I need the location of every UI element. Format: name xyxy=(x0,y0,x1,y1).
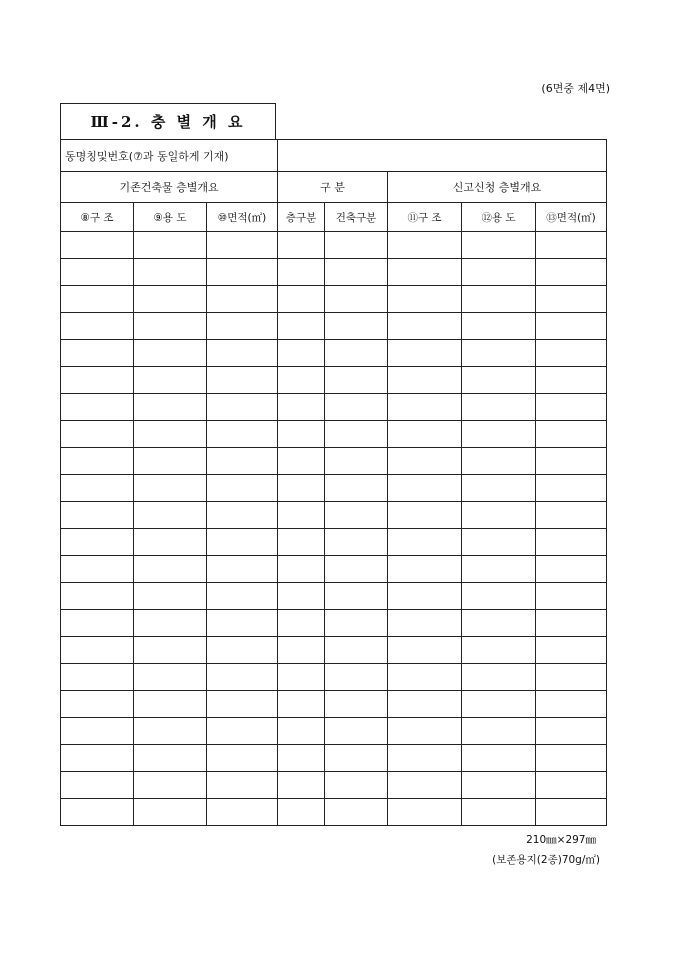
cell-floor-division[interactable] xyxy=(278,421,325,448)
cell-existing-use[interactable] xyxy=(134,664,207,691)
cell-existing-structure[interactable] xyxy=(61,745,134,772)
cell-building-division[interactable] xyxy=(325,664,388,691)
cell-building-division[interactable] xyxy=(325,799,388,826)
cell-declared-area[interactable] xyxy=(536,421,607,448)
cell-existing-area[interactable] xyxy=(207,799,278,826)
cell-declared-structure[interactable] xyxy=(388,637,462,664)
cell-declared-structure[interactable] xyxy=(388,799,462,826)
cell-declared-structure[interactable] xyxy=(388,259,462,286)
cell-existing-use[interactable] xyxy=(134,259,207,286)
cell-existing-area[interactable] xyxy=(207,637,278,664)
cell-existing-use[interactable] xyxy=(134,502,207,529)
cell-declared-structure[interactable] xyxy=(388,313,462,340)
cell-declared-use[interactable] xyxy=(462,745,536,772)
cell-declared-use[interactable] xyxy=(462,475,536,502)
cell-declared-area[interactable] xyxy=(536,691,607,718)
cell-declared-area[interactable] xyxy=(536,367,607,394)
floor-summary-table xyxy=(60,139,607,826)
cell-declared-use[interactable] xyxy=(462,583,536,610)
table-row xyxy=(61,448,607,475)
cell-existing-structure[interactable] xyxy=(61,313,134,340)
cell-declared-use[interactable] xyxy=(462,772,536,799)
cell-floor-division[interactable] xyxy=(278,691,325,718)
cell-existing-structure[interactable] xyxy=(61,556,134,583)
cell-declared-use[interactable] xyxy=(462,799,536,826)
column-header-row xyxy=(61,203,607,232)
table-row xyxy=(61,799,607,826)
cell-building-division[interactable] xyxy=(325,610,388,637)
cell-existing-use[interactable] xyxy=(134,691,207,718)
cell-declared-structure[interactable] xyxy=(388,718,462,745)
cell-existing-structure[interactable] xyxy=(61,637,134,664)
cell-declared-use[interactable] xyxy=(462,448,536,475)
cell-floor-division[interactable] xyxy=(278,232,325,259)
col-declared-structure: ⑪구 조 xyxy=(388,203,462,232)
cell-declared-structure[interactable] xyxy=(388,367,462,394)
cell-existing-structure[interactable] xyxy=(61,583,134,610)
cell-existing-use[interactable] xyxy=(134,556,207,583)
cell-floor-division[interactable] xyxy=(278,340,325,367)
table-row xyxy=(61,340,607,367)
cell-floor-division[interactable] xyxy=(278,502,325,529)
cell-building-division[interactable] xyxy=(325,286,388,313)
cell-building-division[interactable] xyxy=(325,529,388,556)
table-row xyxy=(61,394,607,421)
cell-building-division[interactable] xyxy=(325,313,388,340)
cell-declared-use[interactable] xyxy=(462,664,536,691)
cell-floor-division[interactable] xyxy=(278,394,325,421)
cell-building-division[interactable] xyxy=(325,475,388,502)
cell-existing-area[interactable] xyxy=(207,421,278,448)
cell-existing-structure[interactable] xyxy=(61,799,134,826)
table-row xyxy=(61,475,607,502)
cell-existing-area[interactable] xyxy=(207,664,278,691)
cell-existing-area[interactable] xyxy=(207,610,278,637)
cell-floor-division[interactable] xyxy=(278,259,325,286)
table-row xyxy=(61,664,607,691)
cell-building-division[interactable] xyxy=(325,394,388,421)
table-row xyxy=(61,637,607,664)
col-building-division: 건축구분 xyxy=(325,203,388,232)
cell-existing-structure[interactable] xyxy=(61,529,134,556)
cell-declared-structure[interactable] xyxy=(388,502,462,529)
cell-building-division[interactable] xyxy=(325,691,388,718)
cell-existing-structure[interactable] xyxy=(61,610,134,637)
cell-existing-structure[interactable] xyxy=(61,718,134,745)
cell-declared-area[interactable] xyxy=(536,664,607,691)
cell-declared-use[interactable] xyxy=(462,313,536,340)
cell-declared-area[interactable] xyxy=(536,745,607,772)
declared-building-header: 신고신청 층별개요 xyxy=(388,172,607,203)
cell-declared-area[interactable] xyxy=(536,772,607,799)
cell-declared-area[interactable] xyxy=(536,475,607,502)
cell-existing-structure[interactable] xyxy=(61,259,134,286)
cell-existing-area[interactable] xyxy=(207,475,278,502)
cell-declared-structure[interactable] xyxy=(388,556,462,583)
cell-existing-structure[interactable] xyxy=(61,691,134,718)
cell-building-division[interactable] xyxy=(325,772,388,799)
cell-declared-use[interactable] xyxy=(462,556,536,583)
cell-floor-division[interactable] xyxy=(278,448,325,475)
cell-declared-structure[interactable] xyxy=(388,286,462,313)
title-box xyxy=(60,103,276,139)
cell-existing-area[interactable] xyxy=(207,745,278,772)
cell-existing-area[interactable] xyxy=(207,394,278,421)
cell-existing-area[interactable] xyxy=(207,286,278,313)
cell-existing-use[interactable] xyxy=(134,529,207,556)
cell-declared-area[interactable] xyxy=(536,502,607,529)
cell-declared-structure[interactable] xyxy=(388,232,462,259)
cell-declared-area[interactable] xyxy=(536,286,607,313)
cell-building-division[interactable] xyxy=(325,421,388,448)
cell-building-division[interactable] xyxy=(325,583,388,610)
cell-existing-use[interactable] xyxy=(134,340,207,367)
cell-existing-structure[interactable] xyxy=(61,772,134,799)
cell-declared-use[interactable] xyxy=(462,529,536,556)
cell-declared-area[interactable] xyxy=(536,313,607,340)
cell-existing-area[interactable] xyxy=(207,529,278,556)
table-row xyxy=(61,421,607,448)
cell-existing-structure[interactable] xyxy=(61,421,134,448)
cell-existing-use[interactable] xyxy=(134,232,207,259)
cell-building-division[interactable] xyxy=(325,259,388,286)
cell-declared-area[interactable] xyxy=(536,529,607,556)
cell-existing-use[interactable] xyxy=(134,718,207,745)
table-row xyxy=(61,772,607,799)
cell-existing-area[interactable] xyxy=(207,232,278,259)
cell-existing-structure[interactable] xyxy=(61,340,134,367)
page-indicator: (6면중 제4면) xyxy=(541,82,610,95)
cell-declared-use[interactable] xyxy=(462,259,536,286)
cell-floor-division[interactable] xyxy=(278,583,325,610)
cell-existing-area[interactable] xyxy=(207,367,278,394)
cell-declared-use[interactable] xyxy=(462,718,536,745)
table-row xyxy=(61,232,607,259)
cell-declared-use[interactable] xyxy=(462,502,536,529)
cell-existing-use[interactable] xyxy=(134,394,207,421)
cell-declared-area[interactable] xyxy=(536,799,607,826)
building-name-label: 동명칭및번호(⑦과 동일하게 기재) xyxy=(61,140,278,172)
table-row xyxy=(61,718,607,745)
cell-existing-use[interactable] xyxy=(134,772,207,799)
cell-building-division[interactable] xyxy=(325,502,388,529)
cell-floor-division[interactable] xyxy=(278,610,325,637)
cell-existing-use[interactable] xyxy=(134,799,207,826)
cell-building-division[interactable] xyxy=(325,718,388,745)
table-row xyxy=(61,691,607,718)
cell-existing-structure[interactable] xyxy=(61,367,134,394)
paper-type-note: (보존용지(2종)70g/㎡) xyxy=(492,854,600,866)
cell-building-division[interactable] xyxy=(325,340,388,367)
group-header-row xyxy=(61,172,607,203)
cell-declared-structure[interactable] xyxy=(388,745,462,772)
cell-declared-structure[interactable] xyxy=(388,772,462,799)
cell-declared-area[interactable] xyxy=(536,718,607,745)
table-row xyxy=(61,556,607,583)
cell-existing-use[interactable] xyxy=(134,448,207,475)
cell-existing-area[interactable] xyxy=(207,583,278,610)
cell-declared-use[interactable] xyxy=(462,691,536,718)
cell-declared-use[interactable] xyxy=(462,637,536,664)
col-declared-area: ⑬면적(㎡) xyxy=(536,203,607,232)
cell-declared-structure[interactable] xyxy=(388,583,462,610)
cell-declared-area[interactable] xyxy=(536,556,607,583)
cell-existing-area[interactable] xyxy=(207,502,278,529)
cell-declared-area[interactable] xyxy=(536,232,607,259)
cell-declared-use[interactable] xyxy=(462,610,536,637)
cell-declared-structure[interactable] xyxy=(388,475,462,502)
cell-existing-area[interactable] xyxy=(207,772,278,799)
cell-declared-structure[interactable] xyxy=(388,610,462,637)
cell-existing-use[interactable] xyxy=(134,313,207,340)
cell-declared-area[interactable] xyxy=(536,637,607,664)
cell-floor-division[interactable] xyxy=(278,313,325,340)
cell-floor-division[interactable] xyxy=(278,367,325,394)
cell-floor-division[interactable] xyxy=(278,718,325,745)
cell-declared-area[interactable] xyxy=(536,583,607,610)
division-header: 구 분 xyxy=(278,172,388,203)
cell-declared-use[interactable] xyxy=(462,232,536,259)
table-row xyxy=(61,583,607,610)
cell-floor-division[interactable] xyxy=(278,475,325,502)
cell-floor-division[interactable] xyxy=(278,745,325,772)
paper-size-note: 210㎜×297㎜ xyxy=(526,834,596,846)
cell-existing-structure[interactable] xyxy=(61,448,134,475)
cell-building-division[interactable] xyxy=(325,448,388,475)
cell-declared-use[interactable] xyxy=(462,421,536,448)
cell-existing-use[interactable] xyxy=(134,745,207,772)
existing-building-header: 기존건축물 층별개요 xyxy=(61,172,278,203)
info-row xyxy=(61,140,607,172)
cell-existing-area[interactable] xyxy=(207,259,278,286)
cell-declared-area[interactable] xyxy=(536,259,607,286)
cell-existing-use[interactable] xyxy=(134,610,207,637)
cell-declared-structure[interactable] xyxy=(388,394,462,421)
cell-declared-use[interactable] xyxy=(462,286,536,313)
cell-existing-area[interactable] xyxy=(207,340,278,367)
cell-declared-structure[interactable] xyxy=(388,421,462,448)
cell-existing-structure[interactable] xyxy=(61,394,134,421)
cell-declared-structure[interactable] xyxy=(388,340,462,367)
cell-building-division[interactable] xyxy=(325,556,388,583)
col-existing-structure: ⑧구 조 xyxy=(61,203,134,232)
table-row xyxy=(61,286,607,313)
cell-declared-area[interactable] xyxy=(536,394,607,421)
cell-building-division[interactable] xyxy=(325,745,388,772)
cell-existing-structure[interactable] xyxy=(61,475,134,502)
cell-existing-area[interactable] xyxy=(207,448,278,475)
cell-building-division[interactable] xyxy=(325,232,388,259)
table-row xyxy=(61,313,607,340)
cell-existing-structure[interactable] xyxy=(61,232,134,259)
cell-existing-use[interactable] xyxy=(134,637,207,664)
cell-floor-division[interactable] xyxy=(278,664,325,691)
cell-declared-structure[interactable] xyxy=(388,448,462,475)
cell-existing-use[interactable] xyxy=(134,475,207,502)
cell-existing-area[interactable] xyxy=(207,313,278,340)
cell-declared-use[interactable] xyxy=(462,340,536,367)
table-row xyxy=(61,610,607,637)
cell-existing-use[interactable] xyxy=(134,286,207,313)
building-name-field[interactable] xyxy=(278,140,607,172)
table-row xyxy=(61,259,607,286)
cell-declared-use[interactable] xyxy=(462,394,536,421)
cell-existing-structure[interactable] xyxy=(61,502,134,529)
table-row xyxy=(61,502,607,529)
cell-existing-use[interactable] xyxy=(134,421,207,448)
table-row xyxy=(61,529,607,556)
table-row xyxy=(61,745,607,772)
cell-existing-structure[interactable] xyxy=(61,664,134,691)
cell-existing-area[interactable] xyxy=(207,691,278,718)
cell-declared-structure[interactable] xyxy=(388,691,462,718)
cell-declared-area[interactable] xyxy=(536,610,607,637)
cell-building-division[interactable] xyxy=(325,637,388,664)
cell-floor-division[interactable] xyxy=(278,637,325,664)
cell-existing-use[interactable] xyxy=(134,367,207,394)
cell-declared-area[interactable] xyxy=(536,340,607,367)
cell-floor-division[interactable] xyxy=(278,799,325,826)
cell-declared-structure[interactable] xyxy=(388,664,462,691)
cell-floor-division[interactable] xyxy=(278,772,325,799)
col-floor-division: 층구분 xyxy=(278,203,325,232)
cell-floor-division[interactable] xyxy=(278,529,325,556)
col-declared-use: ⑫용 도 xyxy=(462,203,536,232)
col-existing-area: ⑩면적(㎡) xyxy=(207,203,278,232)
table-row xyxy=(61,367,607,394)
page-title: Ⅲ-2. 충 별 개 요 xyxy=(90,113,246,131)
cell-declared-area[interactable] xyxy=(536,448,607,475)
cell-existing-structure[interactable] xyxy=(61,286,134,313)
cell-existing-area[interactable] xyxy=(207,556,278,583)
col-existing-use: ⑨용 도 xyxy=(134,203,207,232)
cell-declared-structure[interactable] xyxy=(388,529,462,556)
cell-floor-division[interactable] xyxy=(278,556,325,583)
cell-declared-use[interactable] xyxy=(462,367,536,394)
cell-existing-use[interactable] xyxy=(134,583,207,610)
cell-floor-division[interactable] xyxy=(278,286,325,313)
cell-building-division[interactable] xyxy=(325,367,388,394)
cell-existing-area[interactable] xyxy=(207,718,278,745)
